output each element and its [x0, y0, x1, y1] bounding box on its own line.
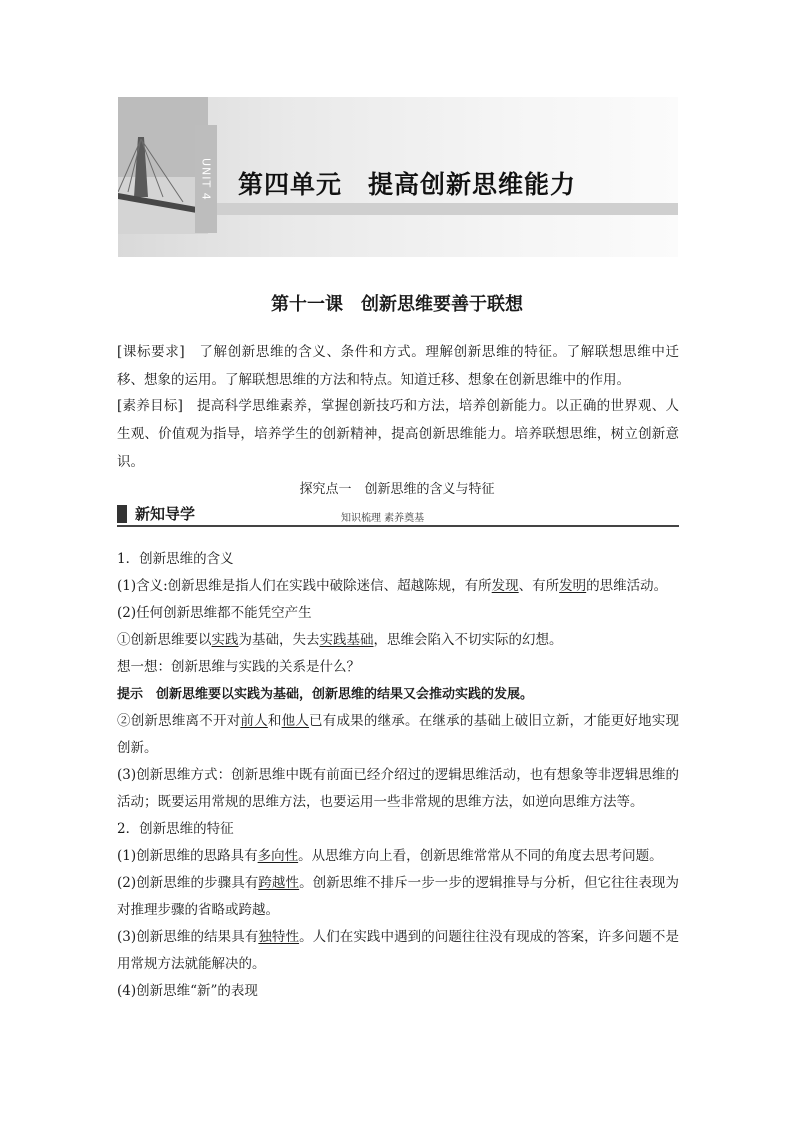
section-heading: 新知导学	[135, 505, 196, 523]
answer-blank: 实践基础	[319, 632, 374, 648]
unit-title: 第四单元 提高创新思维能力	[238, 170, 577, 199]
section-subheading: 知识梳理 素养奠基	[341, 513, 425, 524]
feature-unique	[117, 924, 679, 978]
answer-blank: 跨越性	[258, 875, 300, 891]
banner-bar	[217, 203, 678, 215]
requirements-text: 了解创新思维的含义、条件和方式。理解创新思维的特征。了解联想思维中迁移、想象的运用。了解联想思维的方法和特点。知道迁移、想象在创新思维中的作用。	[117, 344, 679, 388]
answer-blank: 前人	[240, 713, 268, 729]
text-segment: 已有成果的继承。在继承的基础上破旧立新，才能更好地实现创新。	[117, 713, 680, 756]
think-question: 想一想：创新思维与实践的关系是什么？	[117, 659, 360, 675]
unit-label: UNIT 4	[199, 157, 213, 201]
subheading-basis: (2)任何创新思维都不能凭空产生	[117, 605, 312, 621]
exploration-point-title: 探究点一 创新思维的含义与特征	[299, 482, 495, 497]
section-marker	[117, 505, 127, 523]
inheritance-paragraph	[117, 708, 679, 762]
lesson-title: 第十一课 创新思维要善于联想	[271, 294, 523, 315]
unit-banner	[118, 97, 678, 257]
feature-multidirectional	[117, 843, 679, 870]
text-segment: 。从思维方向上看，创新思维常常从不同的角度去思考问题。	[298, 848, 663, 864]
curriculum-requirements	[117, 338, 679, 394]
answer-blank: 发明	[559, 578, 587, 594]
feature-leaping	[117, 870, 679, 924]
requirements-tag: [课标要求]	[117, 344, 185, 360]
heading-definition: 1．创新思维的含义	[117, 551, 234, 567]
text-segment: 。创新思维不排斥一步一步的逻辑推导与分析，但它往往表现为对推理步骤的省略或跨越。	[117, 875, 680, 918]
text-segment: ②创新思维离不开对	[117, 713, 241, 729]
text-segment: (1)创新思维的思路具有	[117, 848, 258, 864]
text-segment: 为基础，失去	[238, 632, 320, 648]
literacy-goals	[117, 392, 679, 476]
goals-text: 提高科学思维素养，掌握创新技巧和方法，培养创新能力。以正确的世界观、人生观、价值观为指导，培养学生的创新精神，提高创新思维能力。培养联想思维，树立创新意识。	[117, 398, 679, 470]
thinking-modes-paragraph: (3)创新思维方式：创新思维中既有前面已经介绍过的逻辑思维活动，也有想象等非逻辑思维的活动；既要运用常规的思维方法，也要运用一些非常规的思维方法，如逆向思维方法等。	[117, 767, 679, 810]
answer-blank: 发现	[491, 578, 519, 594]
text-segment: 。人们在实践中遇到的问题往往没有现成的答案，许多问题不是用常规方法就能解决的。	[117, 929, 680, 972]
text-segment: (1)含义:创新思维是指人们在实践中破除迷信、超越陈规，有所	[117, 578, 492, 594]
definition-line	[117, 573, 679, 600]
text-segment: 、有所	[518, 578, 560, 594]
text-segment: (2)创新思维的步骤具有	[117, 875, 259, 891]
answer-blank: 独特性	[258, 929, 300, 945]
answer-blank: 多向性	[257, 848, 299, 864]
answer-blank: 实践	[211, 632, 239, 648]
answer-blank: 他人	[281, 713, 310, 729]
text-segment: (3)创新思维的结果具有	[117, 929, 259, 945]
practice-basis-line	[117, 627, 679, 654]
unit-tab	[195, 125, 217, 233]
text-segment: ，思维会陷入不切实际的幻想。	[373, 632, 563, 648]
text-segment: 的思维活动。	[586, 578, 668, 594]
hint-answer: 提示 创新思维要以实践为基础，创新思维的结果又会推动实践的发展。	[117, 687, 534, 702]
text-segment: ①创新思维要以	[117, 632, 212, 648]
section-header	[117, 503, 679, 527]
text-segment: 和	[267, 713, 282, 729]
heading-features: 2．创新思维的特征	[117, 821, 234, 837]
feature-newness: (4)创新思维“新”的表现	[117, 983, 258, 999]
goals-tag: [素养目标]	[117, 398, 183, 414]
